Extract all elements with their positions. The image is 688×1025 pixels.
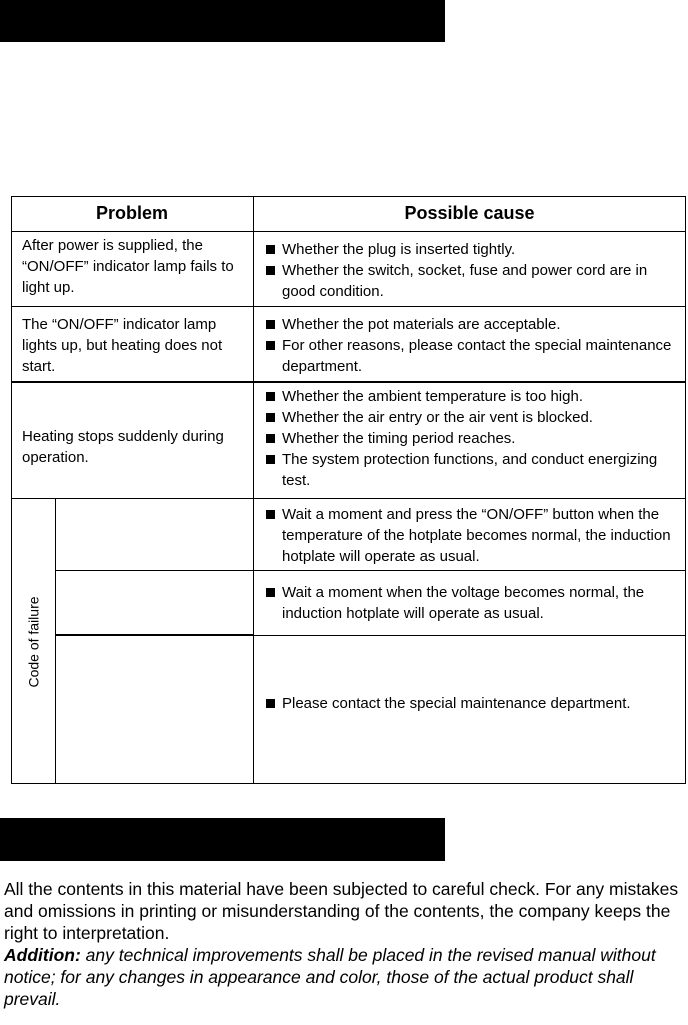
table-divider bbox=[253, 635, 686, 636]
bullet-square-icon bbox=[266, 320, 275, 329]
failure-cause-1 bbox=[264, 504, 682, 567]
cause-item: Whether the air entry or the air vent is blocked. bbox=[264, 407, 682, 428]
cause-item: Wait a moment and press the “ON/OFF” button when the temperature of the hotplate becomes normal, the induction hotplate will operate as usual. bbox=[264, 504, 682, 567]
table-divider bbox=[55, 498, 56, 784]
table-border bbox=[11, 196, 686, 197]
bullet-square-icon bbox=[266, 245, 275, 254]
table-divider bbox=[55, 634, 253, 636]
table-divider bbox=[11, 498, 686, 499]
addition-text: any technical improvements shall be placed in the revised manual without notice; for any changes in appearance and color, those of the actual product shall prevail. bbox=[4, 945, 656, 1009]
cause-cell-row-3 bbox=[264, 386, 682, 491]
bullet-square-icon bbox=[266, 455, 275, 464]
table-divider bbox=[11, 306, 686, 307]
disclaimer bbox=[4, 878, 688, 1010]
disclaimer-paragraph: All the contents in this material have been subjected to careful check. For any mistakes and omissions in printing or misunderstanding of the contents, the company keeps the right to interpretation. bbox=[4, 879, 679, 943]
problem-row-3: Heating stops suddenly during operation. bbox=[22, 428, 224, 466]
problem-row-1: After power is supplied, the “ON/OFF” indicator lamp fails to light up. bbox=[22, 237, 234, 296]
addition-note bbox=[4, 944, 688, 1010]
bullet-square-icon bbox=[266, 341, 275, 350]
bullet-square-icon bbox=[266, 588, 275, 597]
cause-item: Whether the pot materials are acceptable. bbox=[264, 314, 682, 335]
header-cause: Possible cause bbox=[404, 203, 535, 223]
table-divider bbox=[11, 231, 686, 232]
cause-item: Whether the plug is inserted tightly. bbox=[264, 239, 682, 260]
table-border bbox=[685, 196, 686, 784]
section-header-bar-bottom bbox=[0, 818, 445, 861]
cause-cell-row-2 bbox=[264, 314, 682, 377]
bullet-square-icon bbox=[266, 699, 275, 708]
table-divider bbox=[253, 196, 254, 784]
cause-item: Whether the switch, socket, fuse and power cord are in good condition. bbox=[264, 260, 682, 302]
failure-cause-3 bbox=[264, 693, 682, 714]
cause-item: Whether the timing period reaches. bbox=[264, 428, 682, 449]
bullet-square-icon bbox=[266, 434, 275, 443]
bullet-square-icon bbox=[266, 413, 275, 422]
table-divider bbox=[55, 570, 686, 571]
failure-code-label: Code of failure bbox=[25, 595, 42, 688]
bullet-square-icon bbox=[266, 266, 275, 275]
addition-label: Addition: bbox=[4, 945, 81, 965]
cause-item: Whether the ambient temperature is too high. bbox=[264, 386, 682, 407]
failure-code-label-cell bbox=[12, 500, 55, 783]
table-border bbox=[11, 783, 686, 784]
bullet-square-icon bbox=[266, 392, 275, 401]
cause-item: Wait a moment when the voltage becomes normal, the induction hotplate will operate as usual. bbox=[264, 582, 682, 624]
problem-row-2: The “ON/OFF” indicator lamp lights up, but heating does not start. bbox=[22, 316, 223, 375]
cause-item: Please contact the special maintenance department. bbox=[264, 693, 682, 714]
cause-item: For other reasons, please contact the special maintenance department. bbox=[264, 335, 682, 377]
bullet-square-icon bbox=[266, 510, 275, 519]
header-problem: Problem bbox=[95, 203, 169, 223]
section-header-bar-top bbox=[0, 0, 445, 42]
cause-cell-row-1 bbox=[264, 239, 682, 302]
table-divider bbox=[11, 381, 686, 383]
failure-cause-2 bbox=[264, 582, 682, 624]
cause-item: The system protection functions, and conduct energizing test. bbox=[264, 449, 682, 491]
